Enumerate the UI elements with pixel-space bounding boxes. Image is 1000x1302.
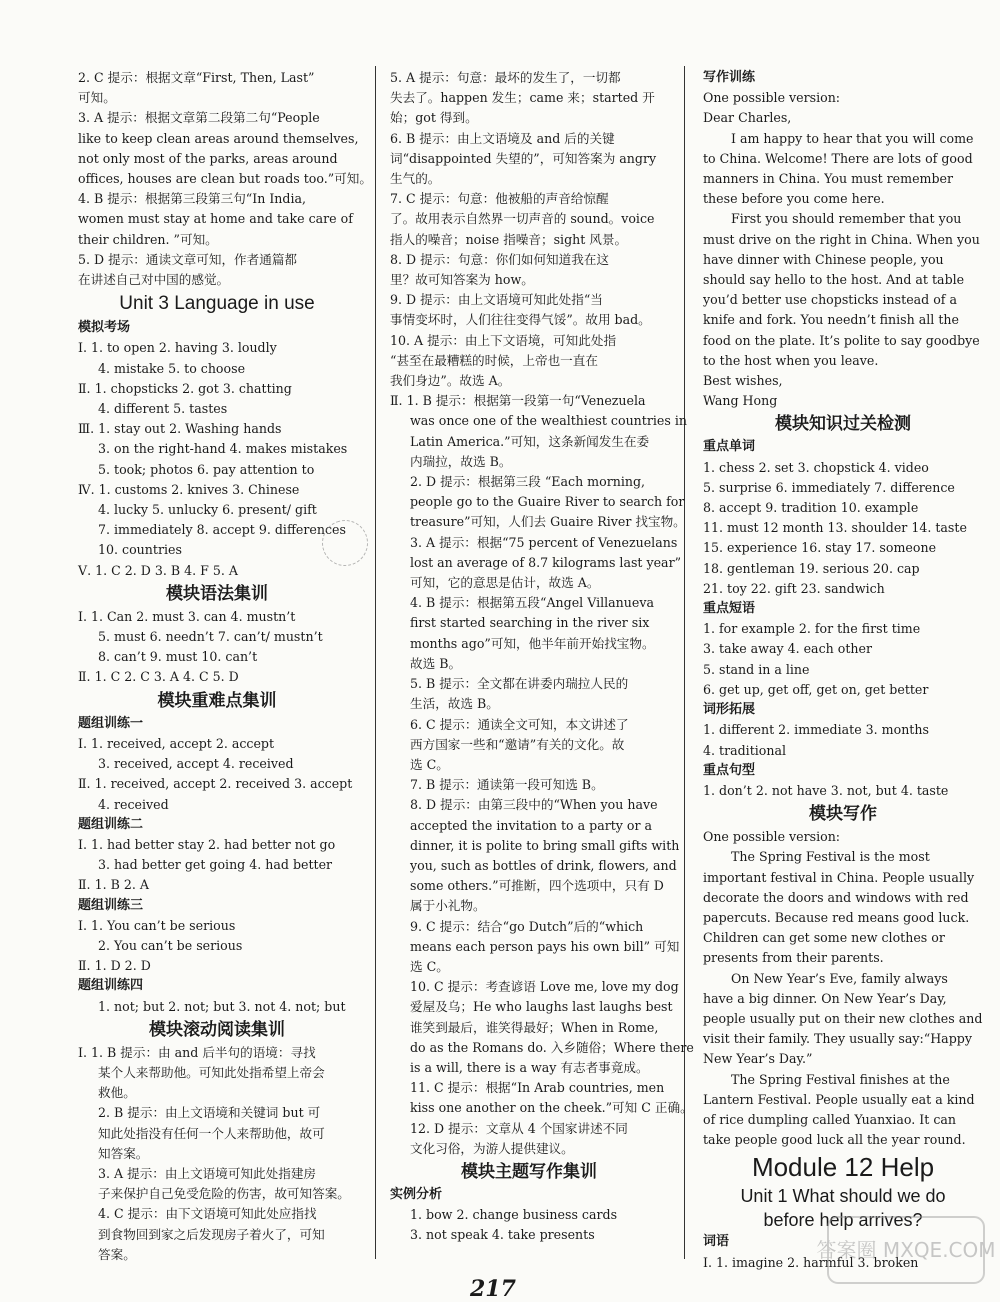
section-heading: 题组训练二 (78, 816, 144, 832)
text-line: I am happy to hear that you will come (731, 130, 974, 146)
text-line: Lantern Festival. People usually eat a kind (703, 1091, 975, 1107)
section-heading: 题组训练三 (78, 897, 144, 913)
text-line: was once one of the wealthiest countries in (410, 413, 687, 429)
section-heading: Unit 3 Language in use (119, 293, 315, 315)
text-line: 某个人来帮助他。可知此处指希望上帝会 (98, 1064, 325, 1080)
text-line: 10. C 提示：考查谚语 Love me, love my dog (410, 979, 679, 995)
text-line: On New Year’s Eve, family always (731, 970, 948, 986)
section-heading: 模块语法集训 (166, 583, 268, 604)
text-line: 3. received, accept 4. received (98, 756, 294, 772)
text-line: 5. B 提示：全文都在讲委内瑞拉人民的 (410, 676, 629, 692)
text-line: 8. accept 9. tradition 10. example (703, 500, 919, 516)
text-line: 始；got 得到。 (390, 110, 478, 126)
text-line: 事情变坏时，人们往往变得气馁”。故用 bad。 (390, 312, 651, 328)
text-line: Ⅰ. 1. imagine 2. harmful 3. broken (703, 1254, 919, 1270)
text-line: Best wishes, (703, 373, 783, 389)
text-line: not only most of the parks, areas around (78, 150, 338, 166)
text-line: Ⅱ. 1. C 2. C 3. A 4. C 5. D (78, 669, 239, 685)
section-heading: Unit 1 What should we do (740, 1186, 946, 1207)
text-line: 5. must 6. needn’t 7. can’t/ mustn’t (98, 629, 323, 645)
text-line: 1. chess 2. set 3. chopstick 4. video (703, 459, 929, 475)
section-heading: 题组训练四 (78, 978, 144, 994)
text-line: 5. A 提示：句意：最坏的发生了，一切都 (390, 70, 621, 85)
section-heading: Module 12 Help (751, 1152, 935, 1183)
text-line: 属于小礼物。 (410, 898, 486, 914)
text-line: One possible version: (703, 90, 841, 106)
text-line: First you should remember that you (731, 211, 962, 227)
text-line: 5. surprise 6. immediately 7. difference (703, 479, 955, 495)
text-line: New Year’s Day.” (703, 1051, 813, 1067)
section-heading: 词形拓展 (703, 702, 756, 718)
text-line: Ⅰ. 1. You can’t be serious (78, 917, 236, 933)
column-divider-2 (684, 66, 685, 1259)
text-line: lost an average of 8.7 kilograms last year” (410, 554, 682, 570)
text-line: 1. different 2. immediate 3. months (703, 722, 929, 738)
text-line: 了。故用表示自然界一切声音的 sound。voice (390, 211, 655, 227)
section-heading: 写作训练 (703, 70, 756, 85)
text-line: 1. not; but 2. not; but 3. not 4. not; but (98, 998, 346, 1014)
text-line: Ⅱ. 1. received, accept 2. received 3. accept (78, 776, 353, 792)
text-line: 4. mistake 5. to choose (98, 360, 246, 376)
text-line: like to keep clean areas around themselves, (78, 130, 359, 146)
text-line: 西方国家一些和“邀请”有关的文化。故 (410, 736, 625, 752)
text-line: 谁笑到最后，谁笑得最好；When in Rome, (410, 1019, 659, 1035)
text-line: 3. A 提示：由上文语境可知此处指建房 (98, 1165, 317, 1181)
text-line: 3. A 提示：根据“75 percent of Venezuelans (410, 534, 678, 550)
text-line: must drive on the right in China. When you (703, 231, 980, 247)
section-heading: 重点短语 (703, 601, 756, 617)
text-line: 4. received (98, 796, 169, 812)
text-line: 词“disappointed 失望的”，可知答案为 angry (390, 150, 657, 166)
text-line: dinner, it is polite to bring small gifts with (410, 837, 680, 853)
text-line: have dinner with Chinese people, you (703, 251, 944, 267)
text-line: Ⅰ. 1. B 提示：由 and 后半句的语境：寻找 (78, 1044, 316, 1060)
text-line: 1. don’t 2. not have 3. not, but 4. taste (703, 782, 949, 798)
text-line: manners in China. You must remember (703, 171, 953, 187)
text-line: 5. took; photos 6. pay attention to (98, 461, 315, 477)
text-line: 6. C 提示：通读全文可知，本文讲述了 (410, 716, 629, 732)
text-line: first started searching in the river six (410, 615, 650, 631)
text-line: papercuts. Because red means good luck. (703, 909, 970, 925)
text-line: 生气的。 (390, 171, 441, 187)
text-line: 9. C 提示：结合“go Dutch”后的“which (410, 918, 644, 934)
text-line: 8. D 提示：句意：你们如何知道我在这 (390, 251, 610, 267)
text-line: these before you come here. (703, 191, 885, 207)
text-line: 6. B 提示：由上文语境及 and 后的关键 (390, 130, 615, 146)
text-line: 1. for example 2. for the first time (703, 621, 921, 637)
text-line: 10. A 提示：由上下文语境，可知此处指 (390, 332, 617, 348)
column-left (78, 68, 372, 1265)
text-line: offices, houses are clean but roads too.”可知。 (78, 171, 372, 187)
section-heading: 重点句型 (703, 762, 756, 778)
text-line: visit their family. They usually say:“Happy (703, 1031, 972, 1047)
text-line: 5. stand in a line (703, 661, 810, 677)
text-line: 10. countries (98, 542, 182, 558)
text-line: 21. toy 22. gift 23. sandwich (703, 580, 885, 596)
text-line: 指人的噪音；noise 指噪音；sight 风景。 (390, 231, 628, 247)
text-line: 可知。 (78, 90, 116, 106)
section-heading: 模块滚动阅读集训 (149, 1019, 285, 1040)
text-line: 4. B 提示：根据第五段“Angel Villanueva (410, 595, 654, 611)
text-line: 知此处指没有任何一个人来帮助他，故可 (98, 1125, 325, 1141)
text-line: Wang Hong (703, 393, 778, 409)
text-line: Ⅱ. 1. chopsticks 2. got 3. chatting (78, 380, 292, 396)
text-line: 3. not speak 4. take presents (410, 1227, 595, 1243)
text-line: 4. different 5. tastes (98, 401, 228, 417)
text-line: One possible version: (703, 829, 841, 845)
text-line: food on the plate. It’s polite to say goodbye (703, 332, 980, 348)
column-right (703, 68, 983, 1273)
text-line: 11. C 提示：根据“In Arab countries, men (410, 1080, 665, 1096)
text-line: 4. lucky 5. unlucky 6. present/ gift (98, 502, 317, 518)
text-line: 7. C 提示：句意：他被船的声音给惊醒 (390, 191, 609, 207)
text-line: 爱屋及乌；He who laughs last laughs best (410, 999, 673, 1015)
text-line: some others.”可推断，四个选项中，只有 D (410, 878, 664, 894)
text-line: 11. must 12 month 13. shoulder 14. taste (703, 520, 967, 536)
text-line: 2. C 提示：根据文章“First, Then, Last” (78, 70, 315, 85)
section-heading: 重点单词 (703, 439, 756, 455)
text-line: decorate the doors and windows with red (703, 889, 969, 905)
text-line: 3. take away 4. each other (703, 641, 872, 657)
text-line: 3. had better get going 4. had better (98, 857, 333, 873)
text-line: 7. B 提示：通读第一段可知选 B。 (410, 777, 604, 793)
text-line: 18. gentleman 19. serious 20. cap (703, 560, 920, 576)
text-line: Ⅰ. 1. had better stay 2. had better not go (78, 836, 336, 852)
text-line: 7. immediately 8. accept 9. differences (98, 522, 346, 538)
section-heading: 题组训练一 (78, 715, 144, 731)
text-line: 救他。 (98, 1085, 136, 1101)
text-line: 5. D 提示：通读文章可知，作者通篇都 (78, 251, 298, 267)
text-line: you, such as bottles of drink, flowers, and (410, 857, 677, 873)
text-line: 失去了。happen 发生；came 来；started 开 (390, 90, 655, 106)
text-line: 内瑞拉，故选 B。 (410, 453, 512, 469)
section-heading: 模块知识过关检测 (775, 414, 911, 435)
text-line: should say hello to the host. And at table (703, 272, 965, 288)
section-heading: 模拟考场 (78, 320, 131, 336)
column-divider-1 (375, 66, 376, 1259)
text-line: 到食物回到家之后发现房子着火了，可知 (98, 1226, 325, 1242)
text-line: 15. experience 16. stay 17. someone (703, 540, 937, 556)
section-heading: 模块写作 (809, 804, 877, 825)
text-line: Ⅰ. 1. Can 2. must 3. can 4. mustn’t (78, 608, 296, 624)
text-line: do as the Romans do. 入乡随俗；Where there (410, 1039, 694, 1055)
watermark-text: 答案圈 MXQE.COM (816, 1238, 996, 1262)
text-line: you’d better use chopsticks instead of a (703, 292, 957, 308)
section-heading: 模块重难点集训 (157, 690, 277, 711)
text-line: 4. C 提示：由下文语境可知此处应指找 (98, 1206, 317, 1222)
section-heading: 实例分析 (390, 1186, 443, 1202)
text-line: 2. B 提示：由上文语境和关键词 but 可 (98, 1105, 321, 1121)
text-line: 里？故可知答案为 how。 (390, 272, 534, 288)
section-heading: 词语 (703, 1234, 730, 1250)
text-line: 生活，故选 B。 (410, 696, 499, 712)
text-line: Ⅰ. 1. received, accept 2. accept (78, 735, 275, 751)
text-line: 答案。 (98, 1246, 136, 1262)
text-line: Ⅱ. 1. D 2. D (78, 958, 151, 974)
text-line: 文化习俗，为游人提供建议。 (410, 1140, 574, 1156)
text-line: 3. A 提示：根据文章第二段第二句“People (78, 110, 320, 126)
text-line: 6. get up, get off, get on, get better (703, 681, 929, 697)
text-line: 4. traditional (703, 742, 787, 758)
text-line: The Spring Festival is the most (731, 849, 930, 865)
text-line: Ⅲ. 1. stay out 2. Washing hands (78, 421, 282, 437)
text-line: women must stay at home and take care of (78, 211, 353, 227)
text-line: Ⅴ. 1. C 2. D 3. B 4. F 5. A (78, 562, 239, 578)
text-line: 故选 B。 (410, 655, 462, 671)
text-line: 选 C。 (410, 756, 449, 772)
text-line: presents from their parents. (703, 950, 884, 966)
text-line: 2. You can’t be serious (98, 937, 243, 953)
text-line: Latin America.”可知，这条新闻发生在委 (410, 433, 650, 449)
text-line: months ago”可知，他半年前开始找宝物。 (410, 635, 655, 651)
text-line: to the host when you leave. (703, 352, 879, 368)
page-number: 217 (470, 1276, 516, 1302)
text-line: 2. D 提示：根据第三段 “Each morning, (410, 474, 646, 490)
text-line: Children can get some new clothes or (703, 930, 945, 946)
text-line: their children. ”可知。 (78, 231, 218, 247)
text-line: is a will, there is a way 有志者事竟成。 (410, 1059, 649, 1075)
text-line: Ⅱ. 1. B 2. A (78, 877, 149, 893)
text-line: 可知，它的意思是估计，故选 A。 (410, 575, 600, 591)
text-line: 1. bow 2. change business cards (410, 1207, 618, 1223)
text-line: of rice dumpling called Yuanxiao. It can (703, 1111, 957, 1127)
text-line: knife and fork. You needn’t finish all the (703, 312, 959, 328)
text-line: Ⅱ. 1. B 提示：根据第一段第一句“Venezuela (390, 393, 646, 409)
text-line: 知答案。 (98, 1145, 149, 1161)
text-line: 选 C。 (410, 958, 449, 974)
text-line: people go to the Guaire River to search for (410, 494, 685, 510)
text-line: 3. on the right-hand 4. makes mistakes (98, 441, 348, 457)
text-line: take people good luck all the year round. (703, 1132, 966, 1148)
text-line: 12. D 提示：文章从 4 个国家讲述不同 (410, 1120, 628, 1136)
text-line: 在讲述自己对中国的感觉。 (78, 272, 230, 288)
section-heading: before help arrives? (763, 1210, 923, 1231)
text-line: Dear Charles, (703, 110, 792, 126)
text-line: 8. can’t 9. must 10. can’t (98, 649, 258, 665)
section-heading: 模块主题写作集训 (461, 1161, 597, 1182)
text-line: to China. Welcome! There are lots of good (703, 150, 973, 166)
text-line: means each person pays his own bill” 可知 (410, 938, 680, 954)
text-line: treasure”可知，人们去 Guaire River 找宝物。 (410, 514, 686, 530)
text-line: The Spring Festival finishes at the (731, 1071, 950, 1087)
text-line: accepted the invitation to a party or a (410, 817, 653, 833)
text-line: important festival in China. People usually (703, 869, 975, 885)
text-line: 4. B 提示：根据第三段第三句“In India, (78, 191, 307, 207)
text-line: 8. D 提示：由第三段中的“When you have (410, 797, 658, 813)
text-line: Ⅰ. 1. to open 2. having 3. loudly (78, 340, 277, 356)
text-line: have a big dinner. On New Year’s Day, (703, 990, 947, 1006)
text-line: kiss one another on the cheek.”可知 C 正确。 (410, 1100, 693, 1116)
text-line: people usually put on their new clothes and (703, 1010, 983, 1026)
text-line: “甚至在最糟糕的时候，上帝也一直在 (390, 352, 598, 368)
text-line: Ⅳ. 1. customs 2. knives 3. Chinese (78, 481, 300, 497)
text-line: 9. D 提示：由上文语境可知此处指“当 (390, 292, 603, 308)
column-middle (390, 68, 694, 1246)
text-line: 子来保护自己免受危险的伤害，故可知答案。 (98, 1186, 350, 1202)
text-line: 我们身边”。故选 A。 (390, 373, 511, 389)
